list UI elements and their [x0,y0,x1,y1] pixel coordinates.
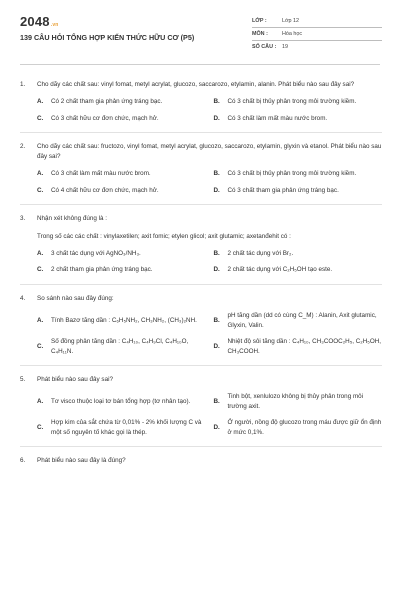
option-text: 2 chất tác dụng với C₂H₅OH tạo este. [227,266,333,274]
option-b[interactable] [214,249,383,258]
option-a[interactable] [37,311,206,330]
option-letter: C. [37,114,44,122]
option-text: Có 2 chất tham gia phản ứng tráng bạc. [51,98,163,106]
meta-value: 19 [282,44,288,51]
option-text: Có 3 chất bị thủy phân trong môi trường kiềm. [227,98,357,106]
question-divider [20,132,382,133]
option-letter: D. [213,342,220,350]
option-text: Tơ visco thuộc loại tơ bán tổng hợp (tơ nhân tạo). [51,398,191,406]
option-letter: D. [213,114,220,122]
question-divider [20,204,382,205]
document-title: 139 CÂU HỎI TỔNG HỢP KIẾN THỨC HỮU CƠ (P5) [20,33,195,42]
option-letter: C. [37,266,44,274]
option-text: Có 3 chất bị thủy phân trong môi trường kiềm. [227,170,357,178]
option-letter: B. [213,98,220,106]
question-text: Cho dãy các chất sau: vinyl fomat, metyl acrylat, glucozo, saccarozo, etylamin, alanin. Phát biểu nào sau đây sai? [37,81,355,88]
option-text: Có 3 chất hữu cơ đơn chức, mạch hở. [51,114,159,122]
option-letter: B. [213,398,220,406]
question-number: 5. [20,376,26,383]
question-divider [20,365,382,366]
option-letter: B. [213,249,220,257]
meta-table [252,15,382,54]
option-d[interactable] [214,418,383,437]
option-text: Hợp kim của sắt chứa từ 0,01% - 2% khối lượng C và một số nguyên tố khác gọi là thép. [51,419,202,436]
options [20,249,382,275]
option-text: 2 chất tác dụng với Br₂. [227,249,294,257]
option-letter: D. [213,266,220,274]
option-letter: A. [37,98,44,106]
option-a[interactable] [37,392,206,411]
question-5 [20,375,382,437]
option-c[interactable] [37,337,206,356]
option-letter: A. [37,170,44,178]
option-b[interactable] [214,97,383,106]
question-text: Nhận xét không đúng là : [37,215,108,223]
option-text: 3 chất tác dụng với AgNO₃/NH₃. [51,249,141,257]
question-2 [20,142,382,195]
option-letter: A. [37,316,44,324]
option-text: 2 chất tham gia phản ứng tráng bạc. [51,266,153,274]
meta-row-subject [252,28,382,41]
question-6 [20,456,382,465]
question-subtext: Trong số các các chất : vinylaxetilen; axit fomic; etylen glicol; axit glutamic; axetanđehit có : [37,232,291,240]
option-letter: B. [213,316,220,324]
meta-key: SỐ CÂU : [252,44,277,51]
question-text: Cho dãy các chất sau: fructozo, vinyl fomat, metyl acrylat, glucozo, saccarozo, etylamin, glyxin và etanol. Phát biểu nào sau đây sai? [37,143,382,160]
option-d[interactable] [214,186,383,195]
site-logo[interactable] [20,12,59,32]
option-letter: C. [37,424,44,432]
question-text: Phát biểu nào sau đây là đúng? [37,457,126,465]
logo-text: 2048 [20,14,50,29]
option-letter: C. [37,342,44,350]
question-number: 3. [20,215,26,223]
option-d[interactable] [214,337,383,356]
option-c[interactable] [37,418,206,437]
option-letter: A. [37,249,44,257]
header-divider [20,64,380,65]
option-text: Số đồng phân tăng dần : C₄H₁₀, C₄H₉Cl, C₄H₁₀O, C₄H₁₁N. [51,338,189,355]
option-text: Tính Bazơ tăng dần : C₆H₅NH₂, CH₃NH₂, (CH₃)₂NH. [51,316,197,324]
options [20,97,382,123]
option-c[interactable] [37,265,206,274]
question-number: 4. [20,294,26,302]
question-text: Phát biểu nào sau đây sai? [37,376,113,383]
meta-row-count [252,41,382,54]
question-divider [20,446,382,447]
option-letter: D. [213,424,220,432]
meta-value: Lớp 12 [282,17,300,24]
question-1 [20,80,382,123]
meta-key: LỚP : [252,17,267,24]
option-c[interactable] [37,114,206,123]
option-text: Có 3 chất tham gia phản ứng tráng bạc. [227,186,339,194]
question-list [20,80,382,466]
option-text: Có 4 chất hữu cơ đơn chức, mạch hở. [51,186,159,194]
meta-row-class [252,15,382,28]
option-b[interactable] [214,169,383,178]
option-a[interactable] [37,249,206,258]
options [20,392,382,437]
option-a[interactable] [37,169,206,178]
option-c[interactable] [37,186,206,195]
option-d[interactable] [214,114,383,123]
meta-value: Hóa học [282,30,303,37]
option-letter: D. [213,186,220,194]
option-text: Có 3 chất làm mất màu nước brom. [227,114,328,122]
option-a[interactable] [37,97,206,106]
option-d[interactable] [214,265,383,274]
options [20,311,382,356]
logo-suffix: .vn [50,22,59,28]
option-letter: A. [37,398,44,406]
question-number: 2. [20,143,26,151]
option-text: Tinh bột, xenlulozo không bị thủy phân trong môi trường axit. [227,393,364,410]
question-number: 1. [20,81,26,88]
option-b[interactable] [214,311,383,330]
question-number: 6. [20,457,26,465]
option-text: Nhiệt độ sôi tăng dần : C₄H₁₀, CH₃COOC₂H₅, C₂H₅OH, CH₃COOH. [227,338,382,355]
option-b[interactable] [214,392,383,411]
option-letter: C. [37,186,44,194]
option-text: Ở người, nồng độ glucozo trong máu được giữ ổn định ở mức 0,1%. [227,419,382,436]
option-text: Có 3 chất làm mất màu nước brom. [51,170,151,178]
question-divider [20,284,382,285]
meta-key: MÔN : [252,30,268,37]
option-letter: B. [213,170,220,178]
option-text: pH tăng dần (dd có cùng C_M) : Alanin, Axit glutamic, Glyxin, Valin. [227,312,377,329]
question-3 [20,214,382,275]
question-4 [20,294,382,356]
question-text: So sánh nào sau đây đúng: [37,294,114,302]
options [20,169,382,195]
